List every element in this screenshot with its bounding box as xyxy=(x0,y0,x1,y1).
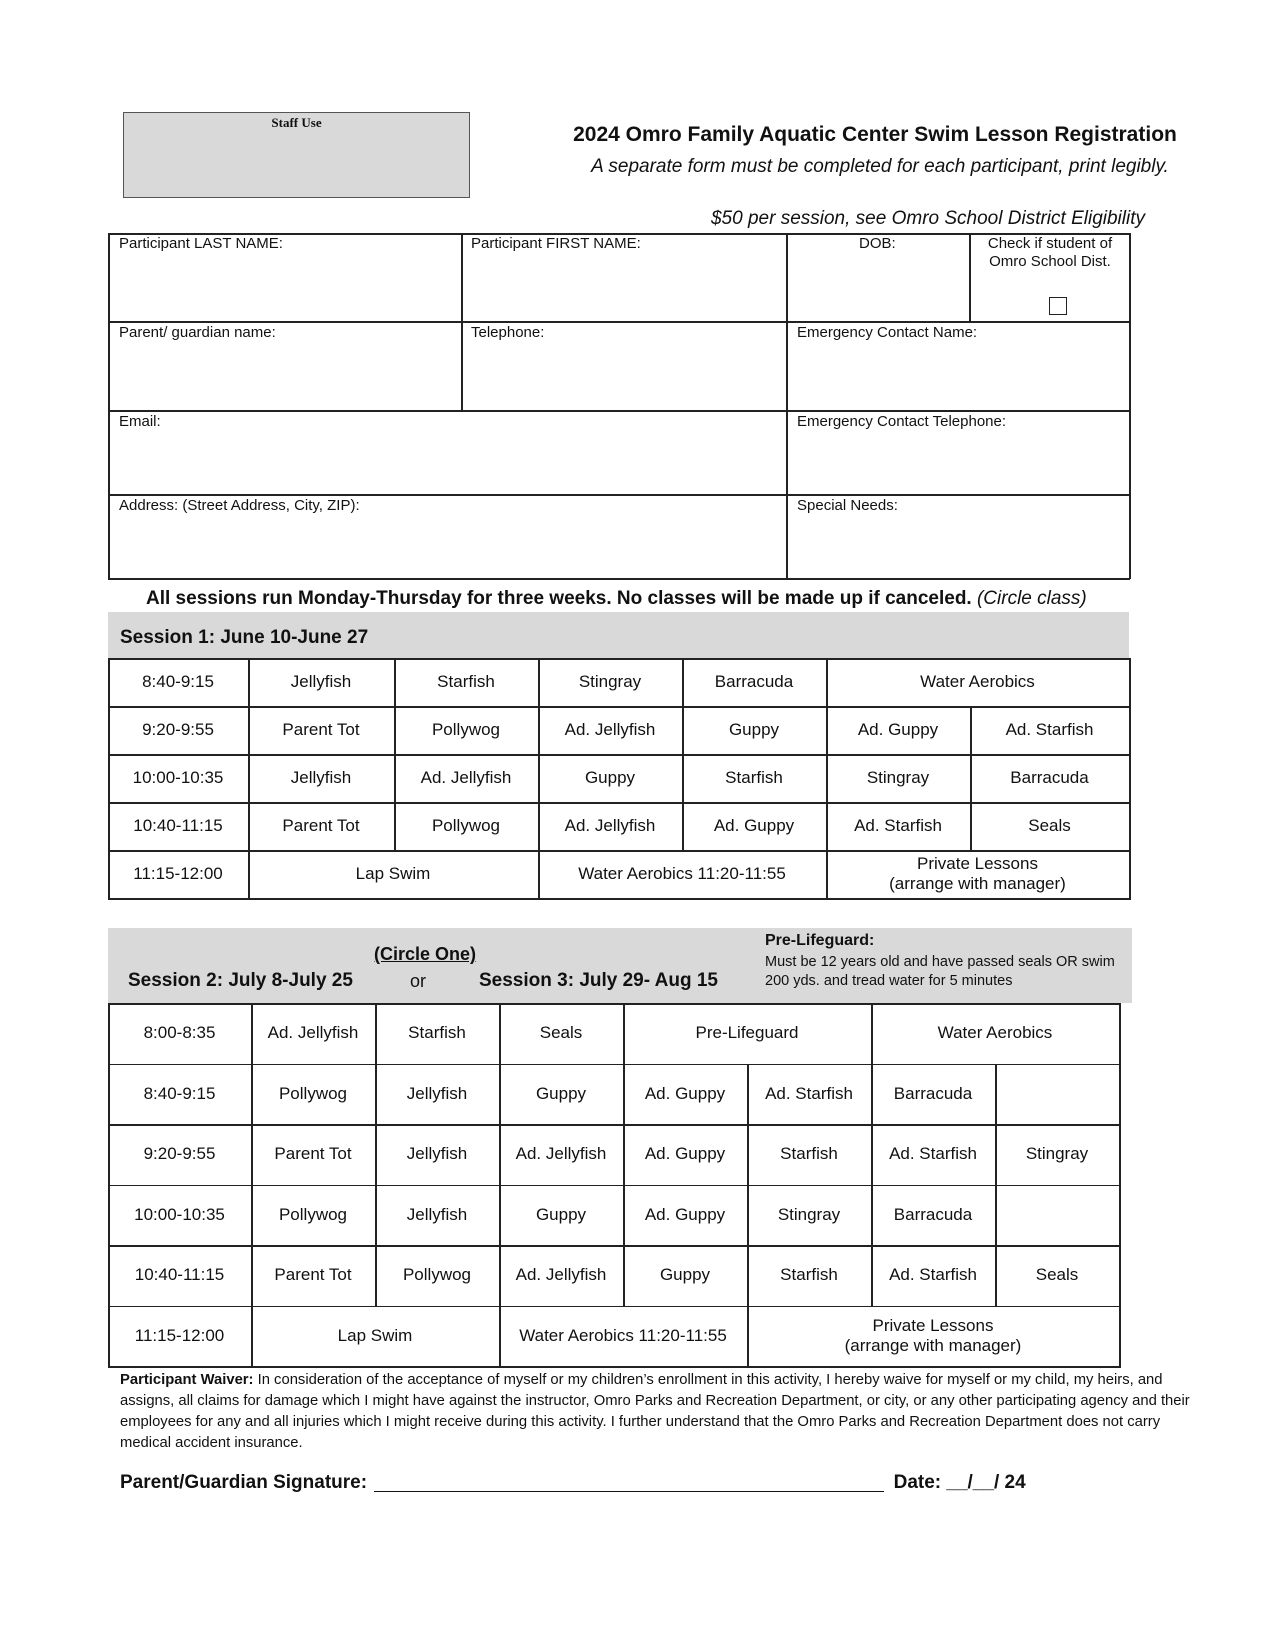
class-cell[interactable]: Ad. Starfish xyxy=(889,1265,977,1285)
circle-one-label: (Circle One) xyxy=(374,944,477,964)
signature-row xyxy=(120,1472,1220,1494)
sessions-note-bold: All sessions run Monday-Thursday for three weeks. No classes will be made up if canceled. xyxy=(146,588,972,609)
grid-col-line xyxy=(1119,1185,1121,1246)
class-cell[interactable]: Lap Swim xyxy=(337,1325,413,1345)
class-cell[interactable]: Guppy xyxy=(659,1265,711,1285)
class-cell[interactable]: Ad. Jellyfish xyxy=(515,1144,607,1164)
class-cell[interactable]: Pollywog xyxy=(278,1204,348,1224)
dob-field[interactable]: DOB: xyxy=(859,235,896,252)
class-cell[interactable]: Private Lessons (arrange with manager) xyxy=(889,854,1066,893)
grid-row-line xyxy=(108,898,1131,900)
prelifeguard-note: Must be 12 years old and have passed seals OR swim 200 yds. and tread water for 5 minutes xyxy=(765,954,1115,989)
date-label[interactable]: Date: __/__/ 24 xyxy=(893,1472,1026,1493)
grid-col-line xyxy=(1129,706,1131,754)
emergency-name-field[interactable]: Emergency Contact Name: xyxy=(797,324,978,341)
grid-col-line xyxy=(1119,1064,1121,1125)
time-slot-cell: 11:15-12:00 xyxy=(133,864,223,883)
class-cell[interactable]: Ad. Guppy xyxy=(644,1144,726,1164)
session1-title: Session 1: June 10-June 27 xyxy=(120,627,369,648)
class-cell[interactable]: Parent Tot xyxy=(274,1265,352,1285)
class-cell[interactable]: Ad. Starfish xyxy=(889,1144,977,1164)
email-field[interactable]: Email: xyxy=(119,413,161,430)
time-slot-cell: 8:40-9:15 xyxy=(142,672,214,691)
class-cell[interactable]: Parent Tot xyxy=(282,720,360,739)
class-cell[interactable]: Pollywog xyxy=(431,720,501,739)
class-cell[interactable]: Ad. Guppy xyxy=(644,1204,726,1224)
price-note: $50 per session, see Omro School District Eligibility xyxy=(710,208,1145,229)
class-cell[interactable]: Jellyfish xyxy=(406,1144,468,1164)
participant-waiver xyxy=(120,1370,1195,1454)
class-cell[interactable]: Lap Swim xyxy=(355,864,431,883)
form-title: 2024 Omro Family Aquatic Center Swim Lesson Registration xyxy=(573,123,1177,146)
class-cell[interactable]: Ad. Jellyfish xyxy=(267,1023,359,1043)
signature-line[interactable] xyxy=(374,1473,884,1492)
time-slot-cell: 8:00-8:35 xyxy=(143,1023,216,1043)
waiver-text: In consideration of the acceptance of myself or my children’s enrollment in this activity, I hereby waive for myself or my child, my heirs, and assigns, all claims for damage which I might have against the instructor, Omro Parks and Recreation Department, or city, or any other participating agency and their employees for any and all injuries which I might receive during this activity. I further understand that the Omro Parks and Recreation Department does not carry medical accident insurance. xyxy=(120,1372,1190,1451)
class-cell[interactable]: Jellyfish xyxy=(290,672,352,691)
class-cell[interactable]: Pollywog xyxy=(402,1265,472,1285)
class-cell[interactable]: Parent Tot xyxy=(274,1144,352,1164)
emergency-phone-field[interactable]: Emergency Contact Telephone: xyxy=(797,413,1007,430)
class-cell[interactable]: Private Lessons (arrange with manager) xyxy=(844,1315,1022,1355)
class-cell[interactable]: Barracuda xyxy=(714,672,794,691)
class-cell[interactable]: Water Aerobics 11:20-11:55 xyxy=(519,1325,727,1345)
class-cell[interactable]: Starfish xyxy=(725,768,783,787)
grid-col-line xyxy=(1119,1003,1121,1064)
class-cell[interactable]: Barracuda xyxy=(893,1083,973,1103)
grid-col-line xyxy=(1129,802,1131,850)
class-cell[interactable]: Water Aerobics 11:20-11:55 xyxy=(578,864,786,883)
class-cell[interactable]: Water Aerobics xyxy=(920,672,1035,691)
class-cell[interactable]: Ad. Jellyfish xyxy=(564,816,656,835)
last-name-field[interactable]: Participant LAST NAME: xyxy=(119,235,283,252)
school-district-checkbox[interactable] xyxy=(1049,297,1067,315)
class-cell[interactable]: Guppy xyxy=(535,1204,587,1224)
class-cell[interactable]: Water Aerobics xyxy=(937,1023,1053,1043)
sessions-note xyxy=(146,588,1266,610)
time-slot-cell: 10:00-10:35 xyxy=(134,1204,225,1224)
class-cell[interactable]: Parent Tot xyxy=(282,816,360,835)
waiver-label: Participant Waiver: xyxy=(120,1372,254,1388)
parent-name-field[interactable]: Parent/ guardian name: xyxy=(119,324,276,341)
session2-option[interactable]: Session 2: July 8-July 25 xyxy=(128,970,353,991)
class-cell[interactable]: Ad. Guppy xyxy=(713,816,795,835)
class-cell[interactable]: Ad. Starfish xyxy=(854,816,942,835)
class-cell[interactable]: Starfish xyxy=(408,1023,466,1043)
session3-option[interactable]: Session 3: July 29- Aug 15 xyxy=(479,970,718,991)
class-cell[interactable]: Guppy xyxy=(584,768,636,787)
or-label: or xyxy=(410,971,427,991)
class-cell[interactable]: Jellyfish xyxy=(406,1204,468,1224)
class-cell[interactable]: Seals xyxy=(539,1023,583,1043)
class-cell[interactable]: Stingray xyxy=(1025,1144,1089,1164)
staff-use-label: Staff Use xyxy=(271,115,322,130)
class-cell[interactable]: Ad. Jellyfish xyxy=(515,1265,607,1285)
form-subtitle: A separate form must be completed for each participant, print legibly. xyxy=(591,156,1169,177)
class-cell[interactable]: Ad. Guppy xyxy=(644,1083,726,1103)
class-cell[interactable]: Pollywog xyxy=(431,816,501,835)
prelifeguard-title: Pre-Lifeguard: xyxy=(765,932,875,949)
time-slot-cell: 11:15-12:00 xyxy=(134,1325,225,1345)
sessions-note-italic: (Circle class) xyxy=(976,588,1087,609)
time-slot-cell: 9:20-9:55 xyxy=(143,1144,216,1164)
class-cell xyxy=(995,1064,1119,1125)
school-check-label: Check if student of Omro School Dist. xyxy=(987,235,1113,270)
class-cell[interactable]: Ad. Starfish xyxy=(1005,720,1094,739)
class-cell[interactable]: Ad. Guppy xyxy=(857,720,939,739)
first-name-field[interactable]: Participant FIRST NAME: xyxy=(471,235,641,252)
class-cell[interactable]: Pollywog xyxy=(278,1083,348,1103)
class-cell[interactable]: Starfish xyxy=(437,672,495,691)
class-cell[interactable]: Pre-Lifeguard xyxy=(695,1023,799,1043)
class-cell[interactable]: Guppy xyxy=(535,1083,587,1103)
class-cell[interactable]: Stingray xyxy=(578,672,642,691)
class-cell[interactable]: Barracuda xyxy=(893,1204,973,1224)
class-cell[interactable]: Guppy xyxy=(728,720,780,739)
class-cell[interactable]: Stingray xyxy=(866,768,930,787)
class-cell[interactable]: Starfish xyxy=(780,1144,838,1164)
grid-col-line xyxy=(1129,850,1131,898)
class-cell[interactable]: Barracuda xyxy=(1010,768,1089,787)
address-field[interactable]: Address: (Street Address, City, ZIP): xyxy=(119,497,360,514)
time-slot-cell: 10:40-11:15 xyxy=(133,816,223,835)
class-cell[interactable]: Ad. Starfish xyxy=(765,1083,853,1103)
telephone-field[interactable]: Telephone: xyxy=(471,324,545,341)
signature-label: Parent/Guardian Signature: xyxy=(120,1472,368,1493)
time-slot-cell: 8:40-9:15 xyxy=(143,1083,216,1103)
grid-col-line xyxy=(1119,1124,1121,1185)
class-cell[interactable]: Seals xyxy=(1035,1265,1079,1285)
class-cell[interactable]: Starfish xyxy=(780,1265,838,1285)
class-cell[interactable]: Jellyfish xyxy=(406,1083,468,1103)
grid-col-line xyxy=(1119,1245,1121,1306)
class-cell[interactable]: Ad. Jellyfish xyxy=(564,720,656,739)
time-slot-cell: 10:40-11:15 xyxy=(134,1265,225,1285)
grid-row-line xyxy=(108,1366,1121,1368)
class-cell xyxy=(995,1185,1119,1246)
time-slot-cell: 10:00-10:35 xyxy=(132,768,224,787)
grid-col-line xyxy=(1119,1306,1121,1367)
class-cell[interactable]: Seals xyxy=(1028,816,1071,835)
grid-col-line xyxy=(1129,658,1131,706)
class-cell[interactable]: Jellyfish xyxy=(290,768,352,787)
staff-use-box xyxy=(123,112,470,198)
grid-col-line xyxy=(1129,754,1131,802)
class-cell[interactable]: Stingray xyxy=(777,1204,841,1224)
time-slot-cell: 9:20-9:55 xyxy=(142,720,214,739)
class-cell[interactable]: Ad. Jellyfish xyxy=(420,768,512,787)
special-needs-field[interactable]: Special Needs: xyxy=(797,497,898,514)
